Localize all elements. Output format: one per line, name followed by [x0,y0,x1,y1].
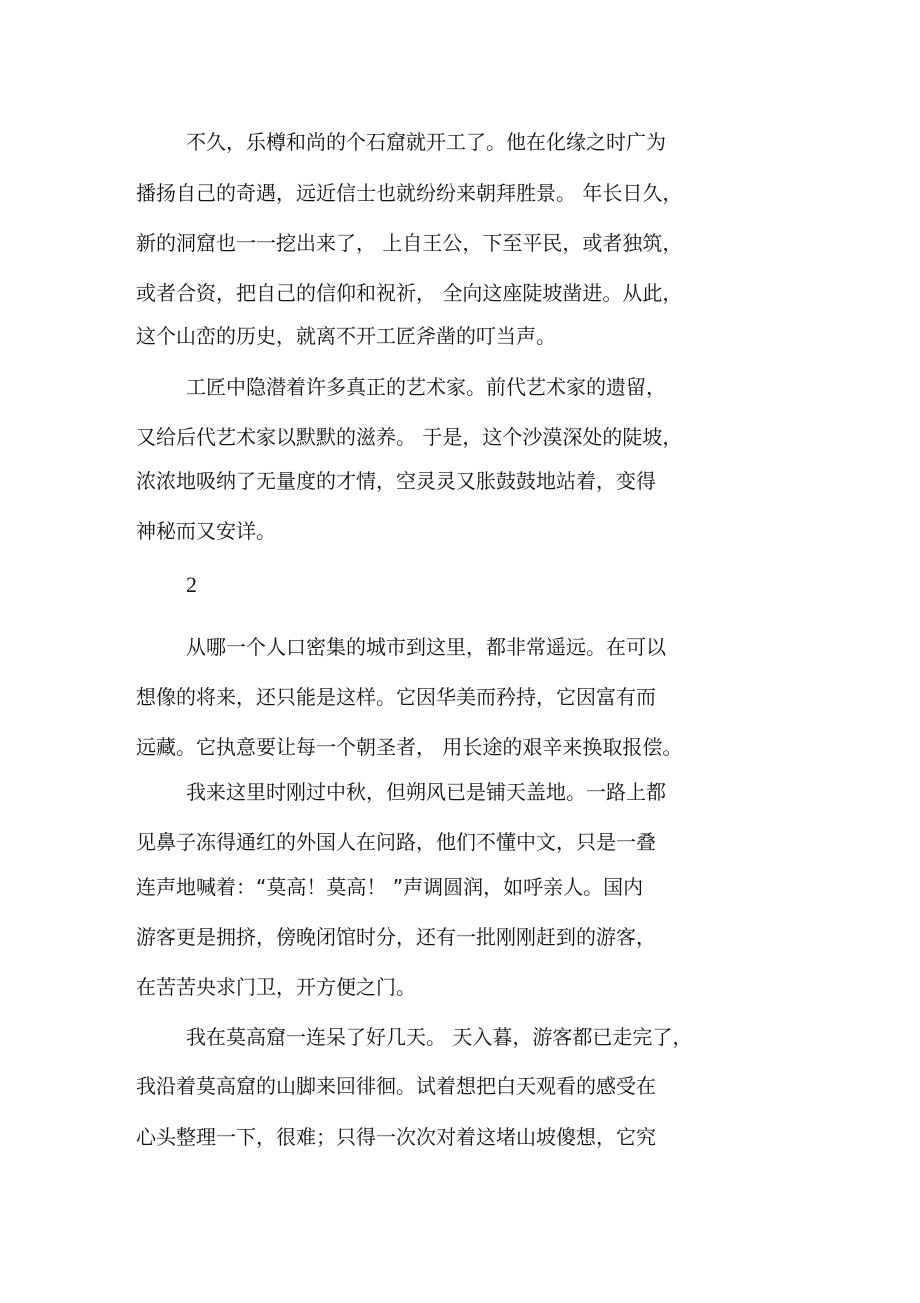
paragraph-2-line-4: 神秘而又安详。 [136,519,276,543]
paragraph-2-line-3: 浓浓地吸纳了无量度的才情，空灵灵又胀鼓鼓地站着，变得 [136,469,656,493]
paragraph-1-line-5: 这个山峦的历史，就离不开工匠斧凿的叮当声。 [136,324,556,348]
section-paragraph-2-line-5: 在苦苦央求门卫，开方便之门。 [136,975,416,999]
section-paragraph-1-line-3: 远藏。它执意要让每一个朝圣者， 用长途的艰辛来换取报偿。 [136,735,683,759]
section-paragraph-2-line-1: 我来这里时刚过中秋，但朔风已是铺天盖地。一路上都 [186,780,666,804]
section-paragraph-3-line-3: 心头整理一下，很难；只得一次次对着这堵山坡傻想，它究 [136,1125,656,1149]
section-paragraph-3-line-2: 我沿着莫高窟的山脚来回徘徊。试着想把白天观看的感受在 [136,1074,656,1098]
paragraph-2-line-2: 又给后代艺术家以默默的滋养。 于是，这个沙漠深处的陡坡， [136,425,683,449]
paragraph-1-line-3: 新的洞窟也一一挖出来了， 上自王公，下至平民，或者独筑， [136,231,683,255]
section-paragraph-3-line-1: 我在莫高窟一连呆了好几天。 天入暮，游客都已走完了， [186,1025,693,1049]
paragraph-1-line-2: 播扬自己的奇遇，远近信士也就纷纷来朝拜胜景。 年长日久， [136,181,683,205]
paragraph-2-line-1: 工匠中隐潜着许多真正的艺术家。前代艺术家的遗留， [186,375,666,399]
section-paragraph-2-line-2: 见鼻子冻得通红的外国人在问路，他们不懂中文，只是一叠 [136,830,656,854]
section-paragraph-1-line-2: 想像的将来，还只能是这样。它因华美而矜持，它因富有而 [136,685,656,709]
paragraph-1-line-4: 或者合资，把自己的信仰和祝祈， 全向这座陡坡凿进。从此， [136,281,683,305]
section-paragraph-1-line-1: 从哪一个人口密集的城市到这里，都非常遥远。在可以 [186,635,666,659]
section-paragraph-2-line-4: 游客更是拥挤，傍晚闭馆时分，还有一批刚刚赶到的游客， [136,925,656,949]
section-number: 2 [186,572,197,597]
section-paragraph-2-line-3: 连声地喊着：“莫高！莫高！ ”声调圆润，如呼亲人。国内 [136,875,644,899]
paragraph-1-line-1: 不久，乐樽和尚的个石窟就开工了。他在化缘之时广为 [186,130,666,154]
